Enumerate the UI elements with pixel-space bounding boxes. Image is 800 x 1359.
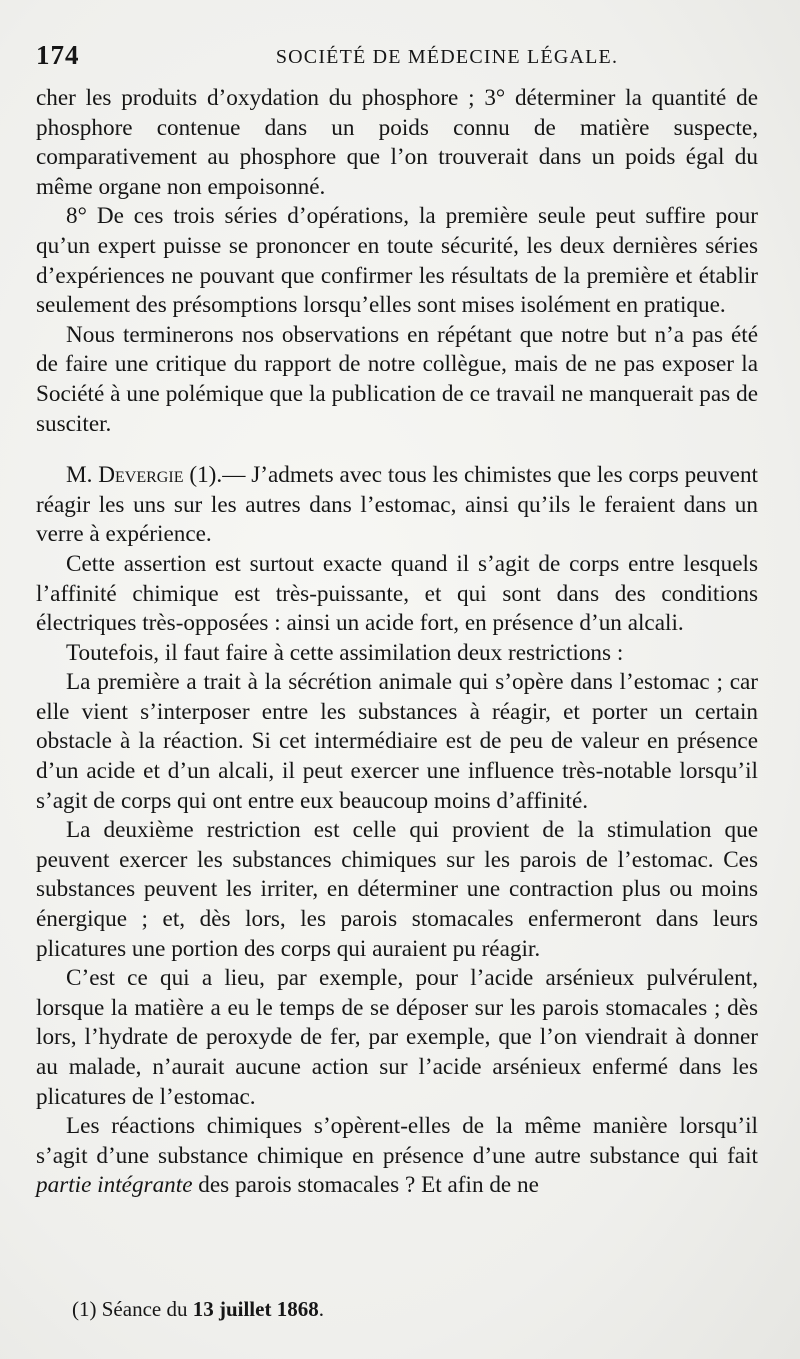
italic-phrase: partie intégrante	[36, 1172, 193, 1199]
paragraph: 8° De ces trois séries d’opérations, la première seule peut suffire pour qu’un expert puisse se prononcer en toute sécurité, les deux dernières séries d’expériences ne pouvant que confirmer les résultats de la première et établir seulement des présomptions lorsqu’elles sont mises isolément en pratique.	[36, 203, 758, 319]
page-header	[36, 38, 758, 74]
section-gap	[36, 439, 758, 461]
page-number: 174	[36, 40, 80, 70]
speaker-name: M. Devergie	[66, 462, 184, 489]
paragraph-devergie	[36, 461, 758, 550]
paragraph: La deuxième restriction est celle qui provient de la stimulation que peuvent exercer les substances chimiques sur les parois de l’estomac. Ces substances peuvent les irriter, en déterminer une contraction plus ou moins énergique ; et, dès lors, les parois stomacales enfermeront dans leurs plicatures une portion des corps qui auraient pu réagir.	[36, 817, 758, 962]
paragraph-text: — J’admets avec tous les chimistes que les corps peuvent réagir les uns sur les autres dans l’estomac, ainsi qu’ils le feraient dans un verre à expérience.	[36, 462, 758, 548]
footnote-marker: (1)	[72, 1297, 97, 1321]
paragraph: Nous terminerons nos observations en répétant que notre but n’a pas été de faire une critique du rapport de notre collègue, mais de ne pas exposer la Société à une polémique que la publication de ce travail ne manquerait pas de susciter.	[36, 321, 758, 437]
running-title: SOCIÉTÉ DE MÉDECINE LÉGALE.	[275, 46, 619, 68]
footnote	[72, 1297, 324, 1322]
paragraph-last	[36, 1112, 758, 1201]
paragraph: La première a trait à la sécrétion animale qui s’opère dans l’estomac ; car elle vient s’interposer entre les substances à réagir, et porter un certain obstacle à la réaction. Si cet intermédiaire est de peu de valeur en présence d’un acide et d’un alcali, il peut exercer une influence très-notable lorsqu’il s’agit de corps qui ont entre eux beaucoup moins d’affinité.	[36, 669, 758, 814]
paragraph: Toutefois, il faut faire à cette assimilation deux restrictions :	[66, 639, 624, 666]
paragraph: cher les produits d’oxydation du phosphore ; 3° déterminer la quantité de phosphore contenue dans un poids connu de matière suspecte, comparativement au phosphore que l’on trouverait dans un poids égal du même organe non empoisonné.	[36, 85, 758, 200]
footnote-text: Séance du	[96, 1297, 193, 1321]
footnote-text-end: .	[318, 1297, 324, 1321]
footnote-reference: (1).	[183, 462, 223, 489]
paragraph-text: Les réactions chimiques s’opèrent-elles de la même manière lorsqu’il s’agit d’une substance chimique en présence d’une autre substance qui fait	[36, 1113, 758, 1169]
paragraph: Cette assertion est surtout exacte quand il s’agit de corps entre lesquels l’affinité chimique est très-puissante, et qui sont dans des conditions électriques très-opposées : ainsi un acide fort, en présence d’un alcali.	[36, 550, 758, 637]
paragraph: C’est ce qui a lieu, par exemple, pour l’acide arsénieux pulvérulent, lorsque la matière a eu le temps de se déposer sur les parois stomacales ; dès lors, l’hydrate de peroxyde de fer, par exemple, que l’on viendrait à donner au malade, n’aurait aucune action sur l’acide arsénieux enfermé dans les plicatures de l’estomac.	[36, 965, 758, 1110]
footnote-date: 13 juillet 1868	[192, 1297, 319, 1321]
paragraph-text: des parois stomacales ? Et afin de ne	[192, 1172, 539, 1199]
body-text	[36, 84, 758, 1201]
